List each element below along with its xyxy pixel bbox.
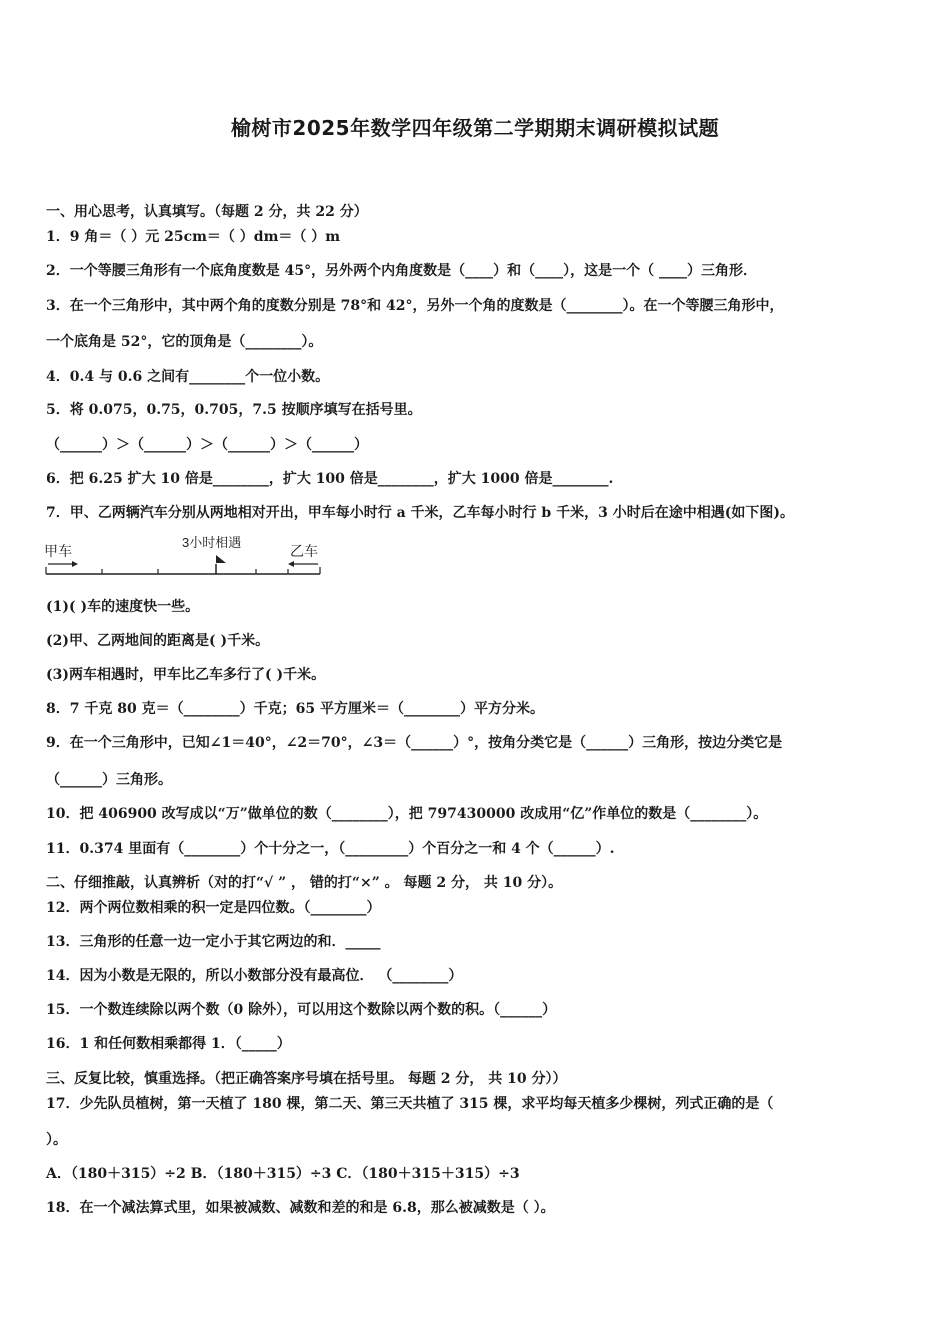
section-3-heading: 三、反复比较，慎重选择。（把正确答案序号填在括号里。 每题 2 分， 共 10 分）） [46,1071,567,1087]
question-1: 1．9 角＝（ ）元 25cm＝（ ）dm＝（ ）m [46,229,341,245]
question-17-options: A．（180＋315）÷2 B．（180＋315）÷3 C．（180＋315＋315）÷3 [46,1166,520,1182]
question-13: 13．三角形的任意一边一定小于其它两边的和．_____ [46,934,381,950]
question-3: 3．在一个三角形中，其中两个角的度数分别是 78°和 42°，另外一个角的度数是（________）。在一个等腰三角形中， [46,298,784,314]
question-14: 14．因为小数是无限的，所以小数部分没有最高位． （________） [46,968,463,984]
question-3-cont: 一个底角是 52°，它的顶角是（________）。 [46,334,323,350]
question-15: 15．一个数连续除以两个数（0 除外），可以用这个数除以两个数的积。（______） [46,1002,557,1018]
left-car-label: 甲车 [44,543,72,559]
right-arrow-head [288,561,294,567]
question-7: 7．甲、乙两辆汽车分别从两地相对开出，甲车每小时行 a 千米，乙车每小时行 b 千米，3 小时后在途中相遇(如下图)。 [46,505,794,521]
question-6: 6．把 6.25 扩大 10 倍是________，扩大 100 倍是________，扩大 1000 倍是________. [46,471,614,487]
meet-label: 3小时相遇 [182,535,242,550]
question-17-cont: ）。 [46,1132,67,1148]
question-8: 8．7 千克 80 克＝（________）千克；65 平方厘米＝（________）平方分米。 [46,701,544,717]
question-5-blanks: （______）＞（______）＞（______）＞（______） [46,437,368,453]
question-9: 9．在一个三角形中，已知∠1＝40°，∠2＝70°，∠3＝（______）°，按角分类它是（______）三角形，按边分类它是 [46,735,783,751]
question-7-part-3: (3)两车相遇时，甲车比乙车多行了( )千米。 [46,667,326,683]
question-18: 18．在一个减法算式里，如果被减数、减数和差的和是 6.8，那么被减数是（ ）。 [46,1200,555,1216]
question-10: 10．把 406900 改写成以“万”做单位的数（________），把 797430000 改成用“亿”作单位的数是（________）。 [46,806,768,822]
section-1-heading: 一、用心思考，认真填写。（每题 2 分，共 22 分） [46,204,368,220]
question-5: 5．将 0.075，0.75，0.705，7.5 按顺序填写在括号里。 [46,402,422,418]
page-title: 榆树市2025年数学四年级第二学期期末调研模拟试题 [230,116,720,140]
question-11: 11．0.374 里面有（________）个十分之一，（_________）个百分之一和 4 个（______）. [46,841,615,857]
question-2: 2．一个等腰三角形有一个底角度数是 45°，另外两个内角度数是（____）和（____），这是一个（ ____）三角形． [46,263,757,279]
question-9-cont: （______）三角形。 [46,772,172,788]
question-7-part-1: (1)( )车的速度快一些。 [46,599,200,615]
question-4: 4．0.4 与 0.6 之间有________个一位小数。 [46,369,330,385]
question-7-part-2: (2)甲、乙两地间的距离是( )千米。 [46,633,270,649]
question-12: 12．两个两位数相乘的积一定是四位数。（________） [46,900,381,916]
meeting-diagram [42,534,332,584]
question-17: 17．少先队员植树，第一天植了 180 棵，第二天、第三天共植了 315 棵，求平均每天植多少棵树，列式正确的是（ [46,1096,774,1112]
meet-flag [216,555,226,563]
question-16: 16．1 和任何数相乘都得 1．（_____） [46,1036,291,1052]
left-arrow-head [72,561,78,567]
right-car-label: 乙车 [290,543,318,559]
section-2-heading: 二、仔细推敲，认真辨析（对的打“√ ” ， 错的打“×” 。 每题 2 分， 共 10 分）。 [46,875,563,891]
